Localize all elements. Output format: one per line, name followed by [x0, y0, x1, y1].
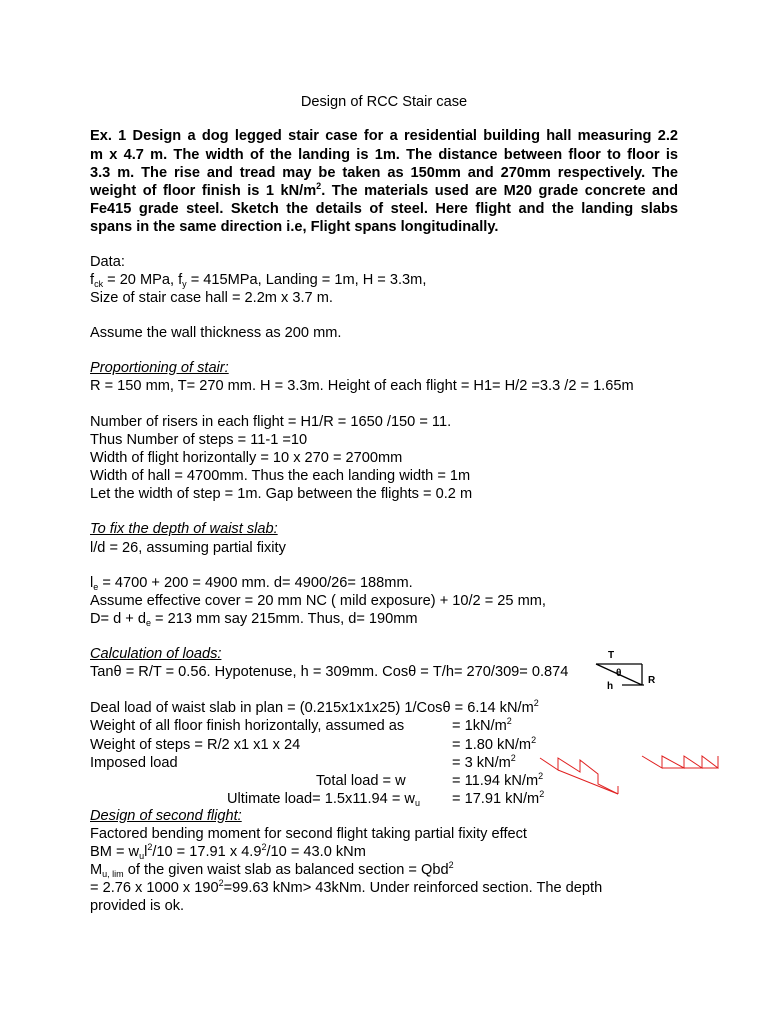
second-flight-line-1: Factored bending moment for second flight taking partial fixity effect: [90, 826, 527, 842]
ultimate-load-value: = 17.91 $kN/m^2$: [452, 789, 545, 807]
problem-line-1: Ex. 1 Design a dog legged stair case for a residential building hall measuring 2.2: [90, 128, 678, 144]
depth-line-3: Assume effective cover = 20 mm NC ( mild exposure) + 10/2 = 25 mm,: [90, 593, 546, 609]
problem-line-6: spans in the same direction i.e, Flight spans longitudinally.: [90, 219, 499, 235]
imposed-load-value: = 3 $kN/m^2$: [452, 753, 516, 771]
proportion-line-6: Let the width of step = 1m. Gap between the flights = 0.2 m: [90, 486, 473, 502]
mu-lim-line: $M_{u, lim}$ of the given waist slab as balanced section = Qbd$^2$: [90, 860, 454, 879]
doc-title: Design of RCC Stair case: [300, 94, 468, 110]
depth-line-1: l/d = 26, assuming partial fixity: [90, 540, 286, 556]
stair-sketch-left: [538, 756, 628, 798]
depth-heading: To fix the depth of waist slab:: [90, 521, 278, 537]
label-h: h: [607, 681, 614, 692]
steps-weight-value: = 1.80 $kN/m^2$: [452, 735, 537, 753]
stair-sketch-right-path: [642, 756, 718, 768]
ultimate-load-label: Ultimate load= $1.5x11.94 = w_u$: [227, 791, 420, 808]
proportion-line-5: Width of hall = 4700mm. Thus the each landing width = 1m: [90, 468, 471, 484]
data-heading: Data:: [90, 254, 125, 270]
tan-theta-line: Tanθ = R/T = 0.56. Hypotenuse, h = 309mm. Cosθ = T/h= 270/309= 0.874: [90, 664, 569, 680]
proportion-line-4: Width of flight horizontally = 10 x 270 = 2700mm: [90, 450, 403, 466]
depth-line-4: $D= d + d_e = 213$ mm say 215mm. Thus, d= 190mm: [90, 611, 418, 628]
problem-line-5: Fe415 grade steel. Sketch the details of steel. Here flight and the landing slabs: [90, 201, 678, 217]
depth-ok-line: provided is ok.: [90, 898, 185, 914]
stair-sketch-left-soffit: [558, 770, 618, 794]
imposed-load-label: Imposed load: [90, 755, 178, 771]
moment-capacity-line: = 2.76 x 1000 x $190^2=99.63$ kNm> 43kNm. Under reinforced section. The depth: [90, 878, 603, 896]
dead-load-line: Deal load of waist slab in plan = (0.215x1x1x25) 1/Cosθ = 6.14 $kN/m^2$: [90, 698, 539, 716]
proportioning-heading: Proportioning of stair:: [90, 360, 229, 376]
floor-finish-label: Weight of all floor finish horizontally, assumed as: [90, 718, 405, 734]
label-T: T: [608, 650, 615, 661]
depth-line-2: $l_e = 4700 + 200 = 4900$ mm. d= 4900/26= 188mm.: [90, 575, 413, 592]
stair-triangle-figure: [588, 645, 668, 693]
stair-sketch-left-path: [540, 758, 618, 794]
proportion-line-1: R = 150 mm, T= 270 mm. H = 3.3m. Height of each flight = H1= H/2 =3.3 /2 = 1.65m: [90, 378, 634, 394]
wall-thickness: Assume the wall thickness as 200 mm.: [90, 325, 342, 341]
bending-moment-line: BM = $w_ul^2/10 = 17.91$ x $4.9^2/10 = 43.0$ kNm: [90, 842, 366, 861]
total-load-label: Total load = w: [316, 773, 406, 789]
floor-finish-value: = $1kN/m^2$: [452, 716, 512, 734]
label-R: R: [648, 675, 656, 686]
total-load-value: = 11.94 $kN/m^2$: [452, 771, 544, 789]
loads-heading: Calculation of loads:: [90, 646, 222, 662]
material-data: $f_{ck} = 20$ MPa, $f_y = 415MPa$, Landing = 1m, H = 3.3m,: [90, 272, 427, 289]
problem-line-4: weight of floor finish is 1 $kN/m^2$. The materials used are M20 grade concrete and: [90, 181, 678, 199]
steps-weight-label: Weight of steps = R/2 x1 x1 x 24: [90, 737, 301, 753]
problem-line-2: m x 4.7 m. The width of the landing is 1m. The distance between floor to floor is: [90, 147, 678, 163]
second-flight-heading: Design of second flight:: [90, 808, 242, 824]
hall-size: Size of stair case hall = 2.2m x 3.7 m.: [90, 290, 333, 306]
stair-sketch-right: [640, 752, 722, 774]
problem-line-3: 3.3 m. The rise and tread may be taken as 150mm and 270mm respectively. The: [90, 165, 678, 181]
proportion-line-3: Thus Number of steps = 11-1 =10: [90, 432, 308, 448]
label-theta: θ: [616, 668, 622, 679]
proportion-line-2: Number of risers in each flight = H1/R = 1650 /150 = 11.: [90, 414, 452, 430]
